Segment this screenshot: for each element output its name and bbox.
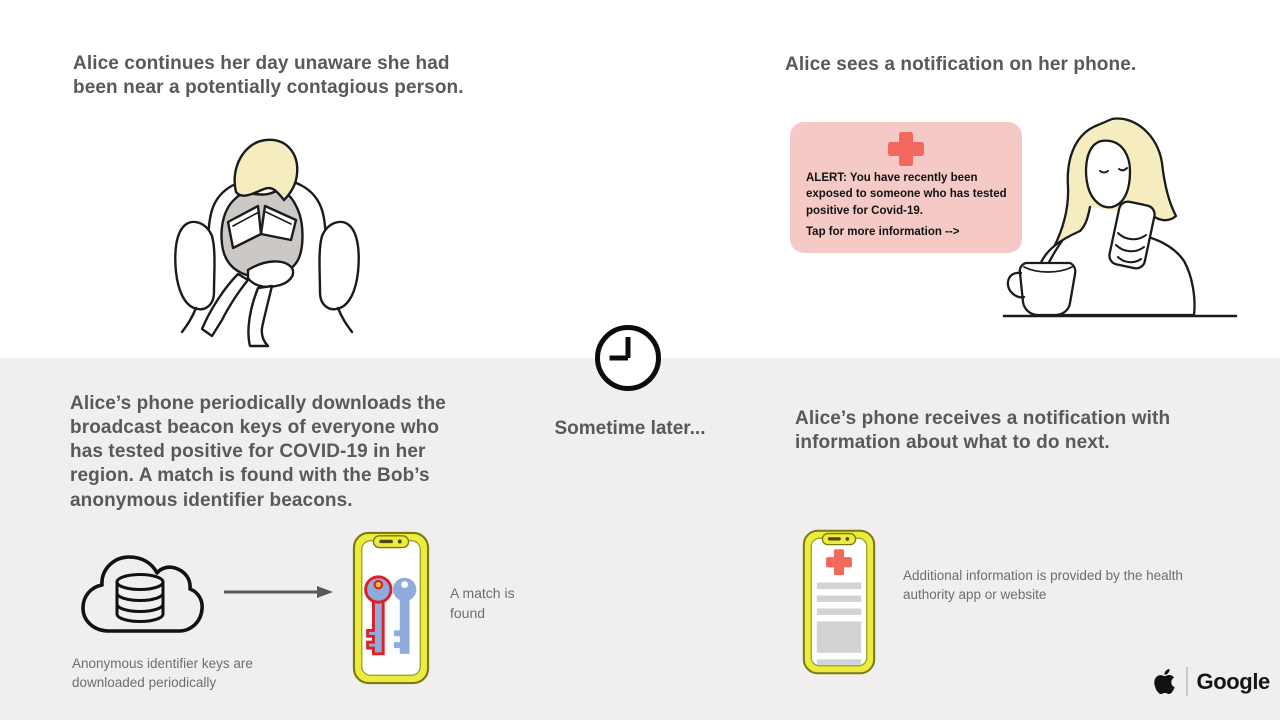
arrow-right-icon — [222, 585, 334, 599]
alert-notification-card — [790, 122, 1022, 253]
apple-logo — [1152, 669, 1177, 694]
hair — [235, 140, 298, 200]
face — [1086, 141, 1130, 208]
sometime-later-label: Sometime later... — [554, 418, 706, 439]
info-caption: Additional information is provided by the health authority app or website — [903, 568, 1183, 602]
clock-icon — [593, 323, 663, 393]
top-left-headline: Alice continues her day unaware she had been near a potentially contagious person. — [73, 53, 464, 99]
bottom-right-headline: Alice’s phone receives a notification with information about what to do next. — [795, 408, 1171, 454]
cloud-download-icon — [76, 544, 208, 644]
match-caption: A match is found — [450, 585, 515, 621]
chair-armrest-left — [175, 222, 214, 309]
database-icon — [117, 575, 163, 622]
brand-divider — [1186, 667, 1188, 696]
medical-cross-icon — [888, 132, 924, 166]
phone-with-health-info-icon — [802, 527, 876, 677]
mug — [1020, 263, 1075, 315]
brand-logos — [1152, 667, 1270, 696]
bottom-left-headline: Alice’s phone periodically downloads the broadcast beacon keys of everyone who has tested positive for COVID-19 in her region. A match is found with the Bob’s anonymous identifier beacons. — [70, 393, 446, 511]
phone-with-keys-icon — [352, 530, 430, 686]
cloud-caption: Anonymous identifier keys are downloaded periodically — [72, 656, 253, 690]
top-right-headline: Alice sees a notification on her phone. — [785, 54, 1137, 75]
reading-person-illustration — [172, 122, 362, 354]
chair-armrest-right — [320, 222, 359, 309]
google-logo: Google — [1196, 668, 1270, 694]
alert-action: Tap for more information --> — [806, 226, 960, 238]
cloud-outline — [83, 557, 202, 631]
notified-person-illustration — [1000, 113, 1240, 330]
alert-message: ALERT: You have recently been exposed to someone who has tested positive for Covid-19. — [806, 172, 1007, 217]
